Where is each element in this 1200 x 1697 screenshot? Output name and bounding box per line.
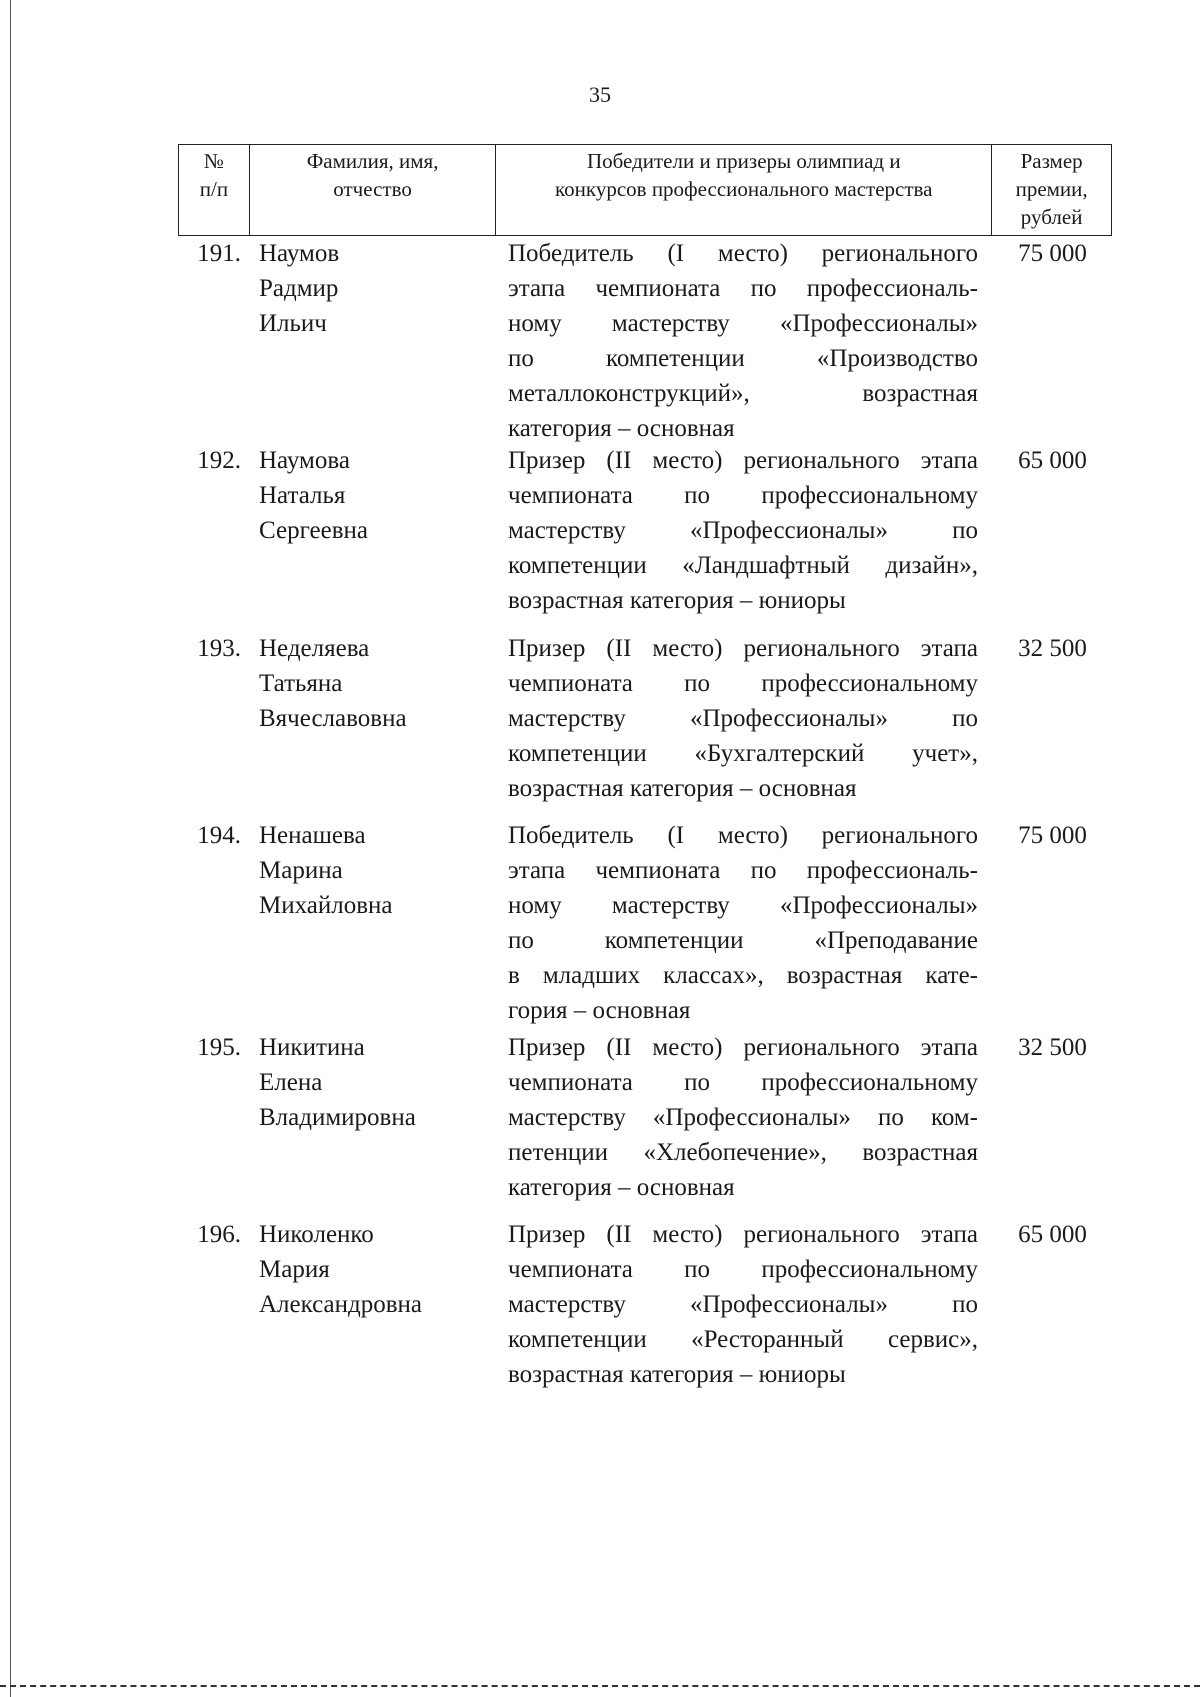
name-line: Вячеславовна — [259, 705, 407, 732]
achievement-line: гория – основная — [508, 997, 691, 1024]
achievement-line: по компетенции «Производство — [508, 345, 978, 372]
table-row — [178, 631, 1112, 818]
achievement-line: этапа чемпионата по профессиональ- — [508, 275, 978, 302]
row-number: 194. — [197, 822, 241, 849]
achievement-line: ному мастерству «Профессионалы» — [508, 310, 978, 337]
header-award-amount-line: премии, — [1015, 177, 1088, 201]
row-full-name — [249, 631, 496, 818]
row-award-amount: 32 500 — [1018, 635, 1087, 662]
achievement-line: Призер (II место) регионального этапа — [508, 635, 978, 662]
name-line: Марина — [259, 857, 343, 884]
header-full-name-line: отчество — [333, 177, 412, 201]
page-number: 35 — [589, 82, 611, 107]
achievement-line: чемпионата по профессиональному — [508, 482, 978, 509]
achievement-line: по компетенции «Преподавание — [508, 927, 978, 954]
name-line: Сергеевна — [259, 517, 368, 544]
achievement-line: компетенции «Бухгалтерский учет», — [508, 740, 978, 767]
achievement-line: чемпионата по профессиональному — [508, 1069, 978, 1096]
row-number: 195. — [197, 1034, 241, 1061]
name-line: Наумов — [259, 240, 340, 267]
header-number-line: п/п — [199, 177, 229, 201]
name-line: Неделяева — [259, 635, 370, 662]
row-achievement — [496, 818, 993, 1030]
achievement-line: Победитель (I место) регионального — [508, 240, 978, 267]
row-achievement — [496, 1217, 993, 1397]
table-row — [178, 1217, 1112, 1397]
row-full-name — [249, 1217, 496, 1397]
name-line: Ильич — [259, 310, 327, 337]
table-row — [178, 1030, 1112, 1217]
row-award-amount: 65 000 — [1018, 1221, 1087, 1248]
row-award-amount: 65 000 — [1018, 447, 1087, 474]
achievement-line: чемпионата по профессиональному — [508, 670, 978, 697]
page-edge-left — [10, 0, 11, 1697]
achievement-line: компетенции «Ландшафтный дизайн», — [508, 552, 978, 579]
achievement-line: возрастная категория – юниоры — [508, 587, 846, 614]
achievement-line: Победитель (I место) регионального — [508, 822, 978, 849]
row-full-name — [249, 1030, 496, 1217]
table-row — [178, 443, 1112, 631]
row-achievement — [496, 443, 993, 631]
name-line: Мария — [259, 1256, 330, 1283]
achievement-line: мастерству «Профессионалы» по ком- — [508, 1104, 978, 1131]
header-achievement-line: Победители и призеры олимпиад и — [586, 149, 901, 173]
achievement-line: мастерству «Профессионалы» по — [508, 517, 978, 544]
achievement-line: Призер (II место) регионального этапа — [508, 1034, 978, 1061]
achievement-line: категория – основная — [508, 415, 735, 442]
row-full-name — [249, 443, 496, 631]
row-award-amount: 75 000 — [1018, 240, 1087, 267]
header-award-amount-line: Размер — [1020, 149, 1083, 173]
name-line: Радмир — [259, 275, 339, 302]
achievement-line: этапа чемпионата по профессиональ- — [508, 857, 978, 884]
name-line: Татьяна — [259, 670, 343, 697]
name-line: Николенко — [259, 1221, 374, 1248]
name-line: Ненашева — [259, 822, 366, 849]
achievement-line: категория – основная — [508, 1174, 735, 1201]
header-award-amount — [992, 145, 1111, 235]
header-achievement — [496, 145, 992, 235]
row-achievement — [496, 631, 993, 818]
row-number: 192. — [197, 447, 241, 474]
header-award-amount-line: рублей — [1020, 205, 1083, 229]
table-header — [178, 144, 1112, 236]
row-award-amount: 75 000 — [1018, 822, 1087, 849]
header-full-name — [250, 145, 496, 235]
row-number: 191. — [197, 240, 241, 267]
achievement-line: компетенции «Ресторанный сервис», — [508, 1326, 978, 1353]
achievement-line: Призер (II место) регионального этапа — [508, 1221, 978, 1248]
name-line: Наумова — [259, 447, 350, 474]
row-achievement — [496, 1030, 993, 1217]
name-line: Наталья — [259, 482, 346, 509]
name-line: Александровна — [259, 1291, 423, 1318]
achievement-line: возрастная категория – юниоры — [508, 1361, 846, 1388]
table-row — [178, 818, 1112, 1030]
table-row — [178, 236, 1112, 443]
header-number — [179, 145, 250, 235]
achievement-line: ному мастерству «Профессионалы» — [508, 892, 978, 919]
achievement-line: металлоконструкций», возрастная — [508, 380, 978, 407]
header-number-line: № — [203, 149, 224, 173]
name-line: Михайловна — [259, 892, 393, 919]
row-award-amount: 32 500 — [1018, 1034, 1087, 1061]
achievement-line: в младших классах», возрастная кате- — [508, 962, 978, 989]
achievement-line: возрастная категория – основная — [508, 775, 857, 802]
achievement-line: мастерству «Профессионалы» по — [508, 1291, 978, 1318]
name-line: Владимировна — [259, 1104, 416, 1131]
header-achievement-line: конкурсов профессионального мастерства — [555, 177, 933, 201]
achievement-line: мастерству «Профессионалы» по — [508, 705, 978, 732]
achievement-line: петенции «Хлебопечение», возрастная — [508, 1139, 978, 1166]
row-number: 193. — [197, 635, 241, 662]
achievement-line: Призер (II место) регионального этапа — [508, 447, 978, 474]
row-achievement — [496, 236, 993, 443]
row-full-name — [249, 236, 496, 443]
page-edge-bottom — [0, 1685, 1200, 1687]
name-line: Никитина — [259, 1034, 365, 1061]
name-line: Елена — [259, 1069, 323, 1096]
achievement-line: чемпионата по профессиональному — [508, 1256, 978, 1283]
row-full-name — [249, 818, 496, 1030]
header-full-name-line: Фамилия, имя, — [306, 149, 439, 173]
row-number: 196. — [197, 1221, 241, 1248]
table-body — [178, 236, 1112, 1397]
